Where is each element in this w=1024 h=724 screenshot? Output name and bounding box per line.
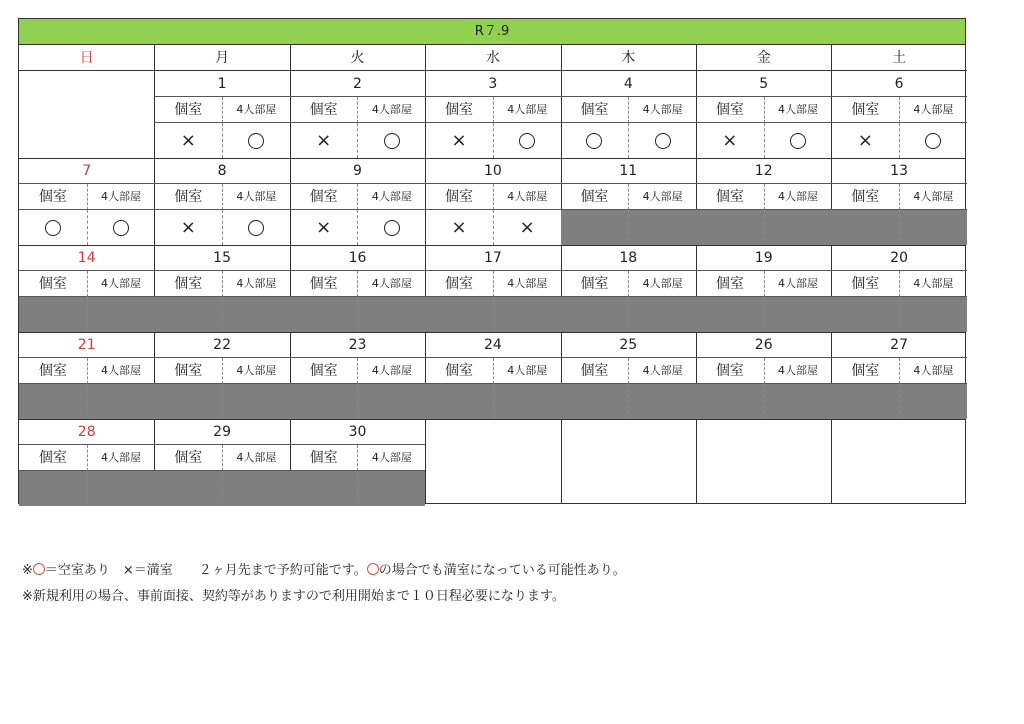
day-number: 20 bbox=[831, 245, 966, 271]
room-label-shared: 4人部屋 bbox=[222, 445, 290, 471]
room-label-shared: 4人部屋 bbox=[87, 184, 155, 210]
unavailable-block bbox=[899, 297, 967, 332]
unavailable-block bbox=[628, 210, 696, 245]
note-warning-text: の場合でも満室になっている可能性あり。 bbox=[378, 563, 626, 578]
day-number: 2 bbox=[290, 71, 425, 97]
circle-icon bbox=[519, 133, 535, 149]
day-number: 27 bbox=[831, 332, 966, 358]
weekday-header: 火 bbox=[290, 45, 425, 71]
unavailable-block bbox=[561, 384, 629, 419]
day-number: 4 bbox=[561, 71, 696, 97]
unavailable-block bbox=[425, 297, 493, 332]
room-label-shared: 4人部屋 bbox=[222, 358, 290, 384]
room-label-private: 個室 bbox=[696, 271, 764, 297]
room-label-shared: 4人部屋 bbox=[87, 271, 155, 297]
unavailable-block bbox=[222, 297, 290, 332]
day-number: 5 bbox=[696, 71, 831, 97]
weekday-header: 木 bbox=[561, 45, 696, 71]
unavailable-block bbox=[561, 210, 629, 245]
note-line-2: ※新規利用の場合、事前面接、契約等がありますので利用開始まで１０日程必要になります。 bbox=[22, 589, 565, 604]
room-label-private: 個室 bbox=[831, 358, 899, 384]
room-label-private: 個室 bbox=[154, 97, 222, 123]
unavailable-block bbox=[628, 384, 696, 419]
day-cell bbox=[425, 245, 560, 332]
day-number: 9 bbox=[290, 158, 425, 184]
day-cell bbox=[831, 71, 966, 158]
cross-icon: × bbox=[451, 217, 467, 238]
circle-icon bbox=[384, 133, 400, 149]
note-line-1 bbox=[22, 558, 626, 584]
availability-shared bbox=[87, 210, 155, 245]
day-cell bbox=[19, 245, 154, 332]
circle-icon bbox=[45, 220, 61, 236]
room-label-shared: 4人部屋 bbox=[222, 184, 290, 210]
day-number: 13 bbox=[831, 158, 966, 184]
room-label-shared: 4人部屋 bbox=[764, 97, 832, 123]
room-label-private: 個室 bbox=[290, 271, 358, 297]
day-number: 22 bbox=[154, 332, 289, 358]
cross-icon: × bbox=[316, 130, 332, 151]
room-label-private: 個室 bbox=[290, 358, 358, 384]
room-label-shared: 4人部屋 bbox=[628, 97, 696, 123]
room-label-shared: 4人部屋 bbox=[357, 271, 425, 297]
room-label-shared: 4人部屋 bbox=[493, 358, 561, 384]
unavailable-block bbox=[290, 471, 358, 506]
unavailable-block bbox=[899, 384, 967, 419]
day-number: 28 bbox=[19, 419, 154, 445]
room-label-shared: 4人部屋 bbox=[628, 271, 696, 297]
day-number: 7 bbox=[19, 158, 154, 184]
unavailable-block bbox=[831, 210, 899, 245]
day-number: 21 bbox=[19, 332, 154, 358]
availability-calendar bbox=[18, 18, 966, 504]
day-number: 15 bbox=[154, 245, 289, 271]
unavailable-block bbox=[357, 297, 425, 332]
unavailable-block bbox=[87, 297, 155, 332]
room-label-private: 個室 bbox=[425, 358, 493, 384]
day-number: 16 bbox=[290, 245, 425, 271]
day-cell bbox=[290, 71, 425, 158]
room-label-private: 個室 bbox=[154, 445, 222, 471]
day-cell bbox=[290, 245, 425, 332]
room-label-private: 個室 bbox=[561, 358, 629, 384]
availability-shared bbox=[222, 123, 290, 158]
unavailable-block bbox=[831, 297, 899, 332]
room-label-private: 個室 bbox=[831, 271, 899, 297]
room-label-private: 個室 bbox=[425, 97, 493, 123]
day-number: 23 bbox=[290, 332, 425, 358]
day-number: 1 bbox=[154, 71, 289, 97]
circle-icon bbox=[248, 133, 264, 149]
room-label-shared: 4人部屋 bbox=[87, 358, 155, 384]
room-label-private: 個室 bbox=[19, 445, 87, 471]
unavailable-block bbox=[764, 384, 832, 419]
room-label-private: 個室 bbox=[696, 184, 764, 210]
availability-private bbox=[154, 123, 222, 158]
room-label-shared: 4人部屋 bbox=[899, 97, 967, 123]
weekday-header: 土 bbox=[831, 45, 966, 71]
note-legend-text: ＝空室あり ×＝満室 ２ヶ月先まで予約可能です。 bbox=[44, 563, 367, 578]
unavailable-block bbox=[222, 471, 290, 506]
unavailable-block bbox=[154, 297, 222, 332]
unavailable-block bbox=[19, 384, 87, 419]
room-label-shared: 4人部屋 bbox=[493, 271, 561, 297]
unavailable-block bbox=[899, 210, 967, 245]
day-number: 25 bbox=[561, 332, 696, 358]
unavailable-block bbox=[154, 471, 222, 506]
availability-shared bbox=[222, 210, 290, 245]
unavailable-block bbox=[696, 210, 764, 245]
day-number: 14 bbox=[19, 245, 154, 271]
day-cell bbox=[154, 332, 289, 419]
note-mark: ※ bbox=[22, 563, 33, 578]
unavailable-block bbox=[425, 384, 493, 419]
circle-icon bbox=[586, 133, 602, 149]
room-label-private: 個室 bbox=[290, 445, 358, 471]
room-label-shared: 4人部屋 bbox=[357, 358, 425, 384]
availability-shared bbox=[493, 210, 561, 245]
day-cell bbox=[831, 332, 966, 419]
cross-icon: × bbox=[451, 130, 467, 151]
room-label-private: 個室 bbox=[425, 184, 493, 210]
unavailable-block bbox=[290, 384, 358, 419]
availability-private bbox=[561, 123, 629, 158]
room-label-shared: 4人部屋 bbox=[493, 184, 561, 210]
room-label-private: 個室 bbox=[290, 184, 358, 210]
availability-shared bbox=[628, 123, 696, 158]
circle-icon bbox=[790, 133, 806, 149]
room-label-shared: 4人部屋 bbox=[628, 184, 696, 210]
unavailable-block bbox=[19, 297, 87, 332]
day-number: 24 bbox=[425, 332, 560, 358]
day-number: 18 bbox=[561, 245, 696, 271]
day-cell bbox=[425, 332, 560, 419]
availability-shared bbox=[493, 123, 561, 158]
day-cell bbox=[831, 245, 966, 332]
day-cell bbox=[19, 332, 154, 419]
day-number: 30 bbox=[290, 419, 425, 445]
availability-private bbox=[831, 123, 899, 158]
weekday-header: 水 bbox=[425, 45, 560, 71]
circle-icon bbox=[248, 220, 264, 236]
availability-private bbox=[425, 123, 493, 158]
room-label-shared: 4人部屋 bbox=[899, 358, 967, 384]
cross-icon: × bbox=[180, 217, 196, 238]
unavailable-block bbox=[493, 297, 561, 332]
day-cell bbox=[696, 71, 831, 158]
unavailable-block bbox=[696, 384, 764, 419]
room-label-shared: 4人部屋 bbox=[357, 97, 425, 123]
day-cell bbox=[290, 419, 425, 506]
room-label-private: 個室 bbox=[425, 271, 493, 297]
circle-icon bbox=[655, 133, 671, 149]
circle-icon bbox=[33, 563, 45, 575]
day-cell bbox=[154, 158, 289, 245]
day-number: 17 bbox=[425, 245, 560, 271]
room-label-private: 個室 bbox=[831, 184, 899, 210]
day-cell bbox=[561, 245, 696, 332]
day-cell bbox=[19, 158, 154, 245]
availability-private bbox=[290, 123, 358, 158]
room-label-private: 個室 bbox=[154, 271, 222, 297]
availability-shared bbox=[357, 123, 425, 158]
room-label-shared: 4人部屋 bbox=[222, 97, 290, 123]
day-cell bbox=[154, 245, 289, 332]
cross-icon: × bbox=[519, 217, 535, 238]
unavailable-block bbox=[357, 471, 425, 506]
day-cell bbox=[696, 332, 831, 419]
unavailable-block bbox=[561, 297, 629, 332]
availability-private bbox=[290, 210, 358, 245]
circle-icon bbox=[113, 220, 129, 236]
day-number: 6 bbox=[831, 71, 966, 97]
room-label-private: 個室 bbox=[696, 358, 764, 384]
availability-private bbox=[425, 210, 493, 245]
unavailable-block bbox=[696, 297, 764, 332]
notes bbox=[22, 558, 626, 610]
circle-icon bbox=[384, 220, 400, 236]
day-number: 11 bbox=[561, 158, 696, 184]
room-label-shared: 4人部屋 bbox=[222, 271, 290, 297]
room-label-shared: 4人部屋 bbox=[899, 184, 967, 210]
availability-shared bbox=[357, 210, 425, 245]
circle-icon bbox=[367, 563, 379, 575]
day-number: 8 bbox=[154, 158, 289, 184]
day-cell bbox=[831, 158, 966, 245]
room-label-private: 個室 bbox=[290, 97, 358, 123]
room-label-shared: 4人部屋 bbox=[764, 358, 832, 384]
day-number: 29 bbox=[154, 419, 289, 445]
day-cell bbox=[561, 158, 696, 245]
day-number: 26 bbox=[696, 332, 831, 358]
room-label-private: 個室 bbox=[19, 184, 87, 210]
unavailable-block bbox=[357, 384, 425, 419]
weekday-header: 月 bbox=[154, 45, 289, 71]
day-cell bbox=[290, 332, 425, 419]
unavailable-block bbox=[831, 384, 899, 419]
room-label-private: 個室 bbox=[561, 271, 629, 297]
calendar-title: R７.9 bbox=[19, 19, 965, 45]
day-cell bbox=[154, 419, 289, 506]
cross-icon: × bbox=[722, 130, 738, 151]
cross-icon: × bbox=[180, 130, 196, 151]
day-cell bbox=[696, 245, 831, 332]
room-label-shared: 4人部屋 bbox=[357, 445, 425, 471]
day-number: 19 bbox=[696, 245, 831, 271]
room-label-shared: 4人部屋 bbox=[493, 97, 561, 123]
room-label-private: 個室 bbox=[19, 358, 87, 384]
availability-private bbox=[696, 123, 764, 158]
room-label-private: 個室 bbox=[154, 358, 222, 384]
day-number: 3 bbox=[425, 71, 560, 97]
day-number: 12 bbox=[696, 158, 831, 184]
room-label-private: 個室 bbox=[831, 97, 899, 123]
availability-private bbox=[154, 210, 222, 245]
cross-icon: × bbox=[857, 130, 873, 151]
room-label-private: 個室 bbox=[154, 184, 222, 210]
day-cell bbox=[425, 71, 560, 158]
availability-private bbox=[19, 210, 87, 245]
unavailable-block bbox=[222, 384, 290, 419]
cross-icon: × bbox=[316, 217, 332, 238]
day-cell bbox=[561, 71, 696, 158]
day-cell bbox=[696, 158, 831, 245]
day-number: 10 bbox=[425, 158, 560, 184]
room-label-private: 個室 bbox=[19, 271, 87, 297]
day-cell bbox=[290, 158, 425, 245]
availability-shared bbox=[899, 123, 967, 158]
room-label-shared: 4人部屋 bbox=[764, 271, 832, 297]
day-cell bbox=[19, 419, 154, 506]
room-label-shared: 4人部屋 bbox=[764, 184, 832, 210]
circle-icon bbox=[925, 133, 941, 149]
weekday-header: 金 bbox=[696, 45, 831, 71]
day-cell bbox=[154, 71, 289, 158]
unavailable-block bbox=[154, 384, 222, 419]
unavailable-block bbox=[87, 384, 155, 419]
room-label-shared: 4人部屋 bbox=[899, 271, 967, 297]
room-label-private: 個室 bbox=[696, 97, 764, 123]
day-cell bbox=[561, 332, 696, 419]
unavailable-block bbox=[493, 384, 561, 419]
room-label-shared: 4人部屋 bbox=[87, 445, 155, 471]
day-cell bbox=[425, 158, 560, 245]
unavailable-block bbox=[87, 471, 155, 506]
unavailable-block bbox=[19, 471, 87, 506]
room-label-private: 個室 bbox=[561, 184, 629, 210]
unavailable-block bbox=[764, 210, 832, 245]
room-label-shared: 4人部屋 bbox=[357, 184, 425, 210]
room-label-private: 個室 bbox=[561, 97, 629, 123]
unavailable-block bbox=[764, 297, 832, 332]
room-label-shared: 4人部屋 bbox=[628, 358, 696, 384]
availability-shared bbox=[764, 123, 832, 158]
weekday-header: 日 bbox=[19, 45, 154, 71]
unavailable-block bbox=[290, 297, 358, 332]
unavailable-block bbox=[628, 297, 696, 332]
